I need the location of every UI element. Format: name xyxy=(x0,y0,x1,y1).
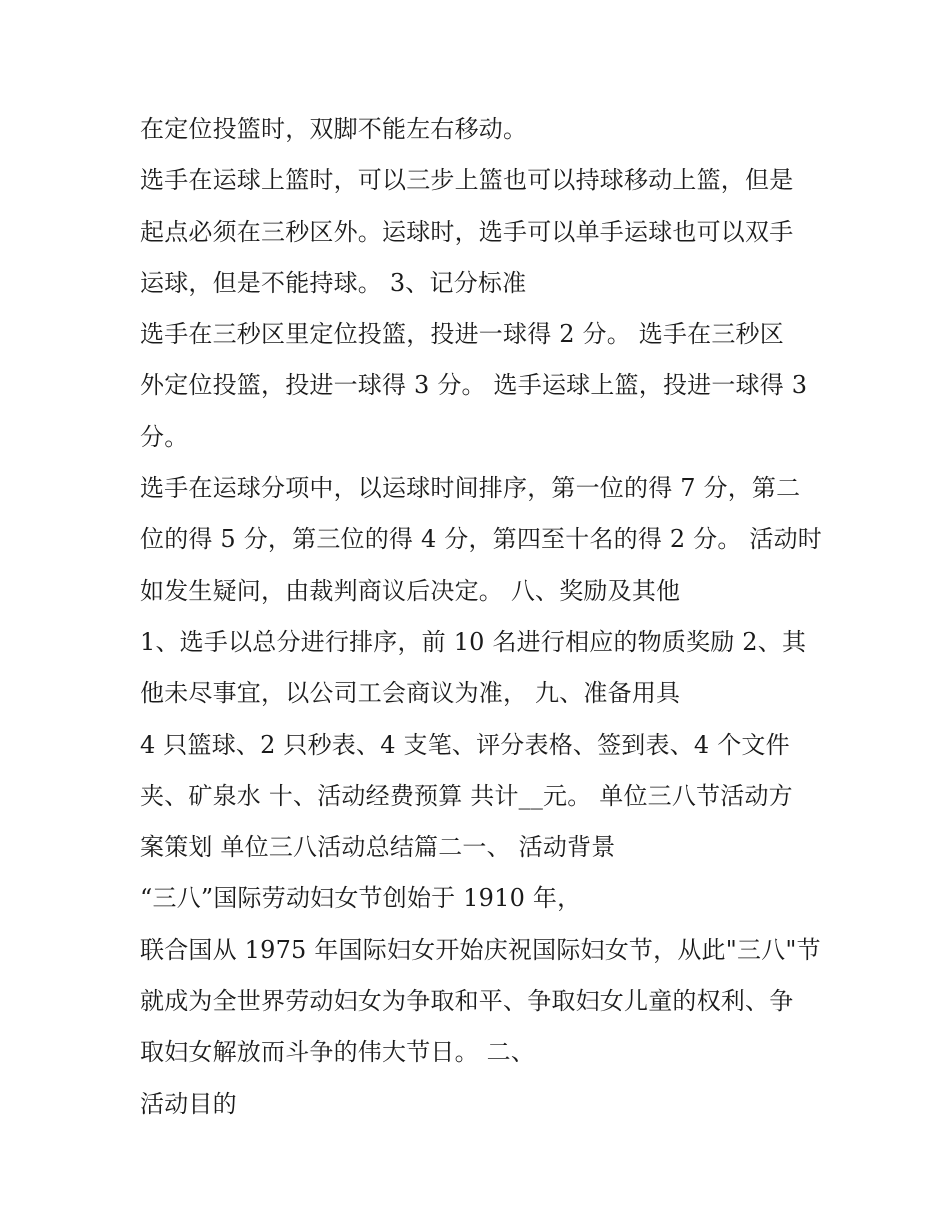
text-line: 外定位投篮，投进一球得 3 分。 选手运球上篮，投进一球得 3 xyxy=(140,371,808,400)
body-text xyxy=(140,108,830,1134)
text-line: 4 只篮球、2 只秒表、4 支笔、评分表格、签到表、4 个文件 xyxy=(140,730,790,759)
text-line: 位的得 5 分，第三位的得 4 分，第四至十名的得 2 分。 活动时 xyxy=(140,525,823,554)
text-line: 选手在三秒区里定位投篮，投进一球得 2 分。 选手在三秒区 xyxy=(140,320,784,349)
text-line: 就成为全世界劳动妇女为争取和平、争取妇女儿童的权利、争 xyxy=(140,987,794,1016)
text-line: “三八”国际劳动妇女节创始于 1910 年， xyxy=(140,884,582,913)
text-line: 运球，但是不能持球。 3、记分标准 xyxy=(140,268,527,297)
text-line: 1、选手以总分进行排序，前 10 名进行相应的物质奖励 2、其 xyxy=(140,627,807,656)
text-line: 选手在运球分项中，以运球时间排序，第一位的得 7 分，第二 xyxy=(140,474,801,503)
text-line: 如发生疑问，由裁判商议后决定。 八、奖励及其他 xyxy=(140,576,681,605)
text-line: 夹、矿泉水 十、活动经费预算 共计__元。 单位三八节活动方 xyxy=(140,781,793,810)
text-line: 他未尽事宜，以公司工会商议为准， 九、准备用具 xyxy=(140,679,681,708)
text-line: 取妇女解放而斗争的伟大节日。 二、 xyxy=(140,1038,536,1067)
text-line: 活动目的 xyxy=(140,1089,237,1118)
text-line: 案策划 单位三八活动总结篇二一、 活动背景 xyxy=(140,833,616,862)
text-line: 起点必须在三秒区外。运球时，选手可以单手运球也可以双手 xyxy=(140,217,794,246)
text-line: 选手在运球上篮时，可以三步上篮也可以持球移动上篮，但是 xyxy=(140,166,794,195)
text-line: 联合国从 1975 年国际妇女开始庆祝国际妇女节，从此"三八"节 xyxy=(140,935,821,964)
text-line: 在定位投篮时，双脚不能左右移动。 xyxy=(140,115,528,143)
text-line: 分。 xyxy=(140,422,189,451)
